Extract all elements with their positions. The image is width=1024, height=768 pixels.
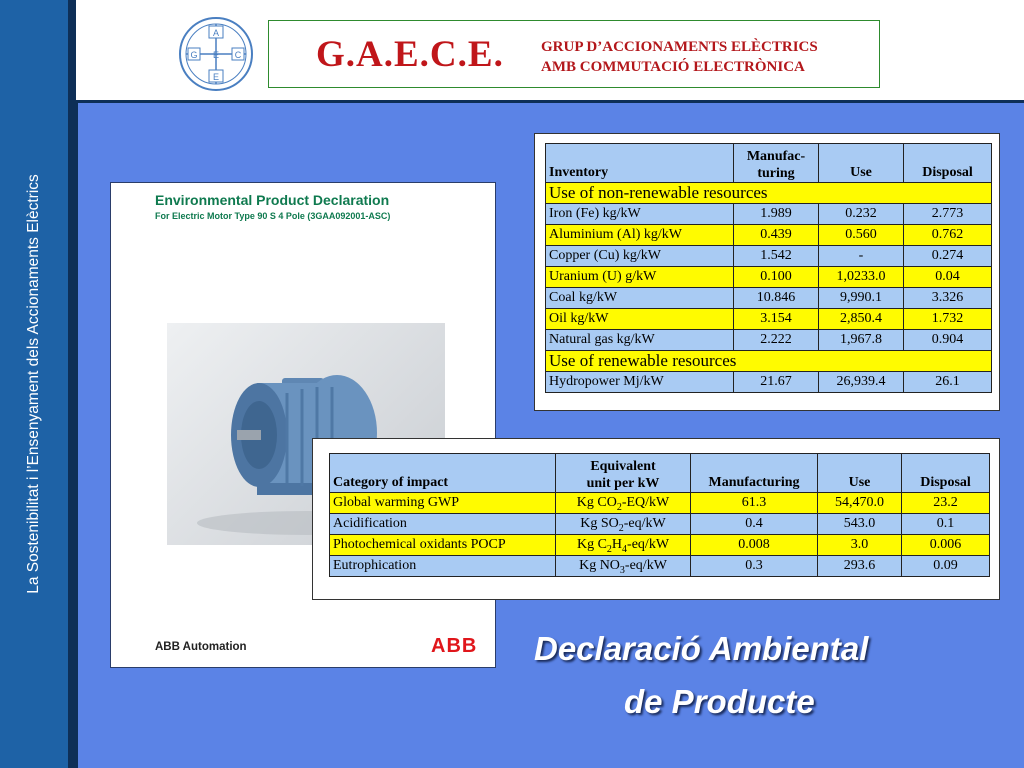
col-header-category: Category of impact [330,454,556,493]
gaece-logo-icon [176,14,256,94]
row-label: Uranium (U) g/kW [546,267,734,288]
row-label: Coal kg/kW [546,288,734,309]
disposal-value: 26.1 [904,372,992,393]
logo-letter: G [190,50,198,60]
section-renewable: Use of renewable resources [546,351,992,372]
row-label: Oil kg/kW [546,309,734,330]
inventory-table [545,143,992,393]
unit-text: -eq/kW [623,516,666,531]
col-header-use: Use [819,144,904,183]
manufacturing-value: 0.3 [691,556,818,577]
manufacturing-value: 3.154 [734,309,819,330]
table-row [546,225,992,246]
disposal-value: 23.2 [902,493,990,514]
inventory-rows-1 [546,204,992,351]
use-value: 0.560 [819,225,904,246]
section-row [546,351,992,372]
manufacturing-value: 0.100 [734,267,819,288]
col-header-manufacturing: Manufac- turing [734,144,819,183]
banner-line-1: GRUP D’ACCIONAMENTS ELÈCTRICS [541,39,818,55]
use-value: 3.0 [818,535,902,556]
table-row [546,372,992,393]
impact-unit [556,514,691,535]
use-value: 2,850.4 [819,309,904,330]
use-value: 543.0 [818,514,902,535]
row-label: Iron (Fe) kg/kW [546,204,734,225]
impact-unit [556,556,691,577]
impact-category: Global warming GWP [330,493,556,514]
section-row [546,183,992,204]
slide-title-line-2: de Producte [624,683,815,720]
inventory-panel [534,133,1000,411]
disposal-value: 0.762 [904,225,992,246]
manufacturing-value: 61.3 [691,493,818,514]
unit-subscript: 3 [619,564,625,576]
logo-letter: C [234,50,242,60]
unit-text: -EQ/kW [621,495,670,510]
banner-line-2: AMB COMMUTACIÓ ELECTRÒNICA [541,59,805,75]
disposal-value: 0.006 [902,535,990,556]
disposal-value: 0.904 [904,330,992,351]
manufacturing-value: 0.008 [691,535,818,556]
use-value: - [819,246,904,267]
unit-text: Kg SO [580,516,619,531]
disposal-value: 2.773 [904,204,992,225]
table-header-row [330,454,990,493]
col-header-unit: Equivalent unit per kW [556,454,691,493]
table-row [546,309,992,330]
col-header-disposal: Disposal [902,454,990,493]
manufacturing-value: 1.542 [734,246,819,267]
col-header-inventory: Inventory [546,144,734,183]
disposal-value: 0.1 [902,514,990,535]
impact-unit [556,535,691,556]
use-value: 1,967.8 [819,330,904,351]
table-header-row [546,144,992,183]
manufacturing-value: 0.4 [691,514,818,535]
sidebar-edge [68,0,76,768]
unit-text: H [611,537,623,552]
sidebar-title: La Sostenibilitat i l’Ensenyament dels Accionaments Elèctrics [25,174,42,594]
table-row [330,556,990,577]
disposal-value: 0.274 [904,246,992,267]
table-row [330,514,990,535]
unit-text: -eq/kW [624,558,667,573]
disposal-value: 0.04 [904,267,992,288]
table-row [330,493,990,514]
unit-subscript: 4 [622,543,628,555]
logo-letter: E [212,50,220,60]
unit-subscript: 2 [618,522,624,534]
unit-text: Kg CO [576,495,617,510]
use-value: 54,470.0 [818,493,902,514]
table-row [546,246,992,267]
impact-category: Acidification [330,514,556,535]
inventory-rows-2 [546,372,992,393]
table-row [330,535,990,556]
table-row [546,330,992,351]
manufacturing-value: 10.846 [734,288,819,309]
unit-text: -eq/kW [627,537,670,552]
impact-category: Photochemical oxidants POCP [330,535,556,556]
impact-rows [330,493,990,577]
manufacturing-value: 21.67 [734,372,819,393]
use-value: 9,990.1 [819,288,904,309]
impact-table [329,453,990,577]
row-label: Copper (Cu) kg/kW [546,246,734,267]
row-label: Aluminium (Al) kg/kW [546,225,734,246]
table-row [546,204,992,225]
disposal-value: 0.09 [902,556,990,577]
table-row [546,288,992,309]
col-header-use: Use [818,454,902,493]
row-label: Hydropower Mj/kW [546,372,734,393]
epd-footer: ABB Automation [155,641,247,653]
col-header-manufacturing: Manufacturing [691,454,818,493]
use-value: 26,939.4 [819,372,904,393]
row-label: Natural gas kg/kW [546,330,734,351]
abb-logo: ABB [431,635,478,657]
unit-text: Kg C [576,537,607,552]
impact-unit [556,493,691,514]
use-value: 293.6 [818,556,902,577]
impact-category: Eutrophication [330,556,556,577]
col-header-disposal: Disposal [904,144,992,183]
logo-letter: A [212,28,220,38]
disposal-value: 3.326 [904,288,992,309]
impact-panel [312,438,1000,600]
manufacturing-value: 2.222 [734,330,819,351]
use-value: 0.232 [819,204,904,225]
epd-subtitle: For Electric Motor Type 90 S 4 Pole (3GAA092001-ASC) [155,211,391,221]
sidebar [0,0,68,768]
unit-subscript: 2 [606,543,612,555]
slide-title-line-1: Declaració Ambiental [534,630,869,667]
section-non-renewable: Use of non-renewable resources [546,183,992,204]
unit-subscript: 2 [616,501,622,513]
logo-letter: E [212,72,220,82]
banner-acronym: G.A.E.C.E. [316,34,504,75]
use-value: 1,0233.0 [819,267,904,288]
epd-title: Environmental Product Declaration [155,192,390,208]
disposal-value: 1.732 [904,309,992,330]
table-row [546,267,992,288]
unit-text: Kg NO [579,558,620,573]
manufacturing-value: 1.989 [734,204,819,225]
manufacturing-value: 0.439 [734,225,819,246]
gaece-banner [268,20,880,88]
